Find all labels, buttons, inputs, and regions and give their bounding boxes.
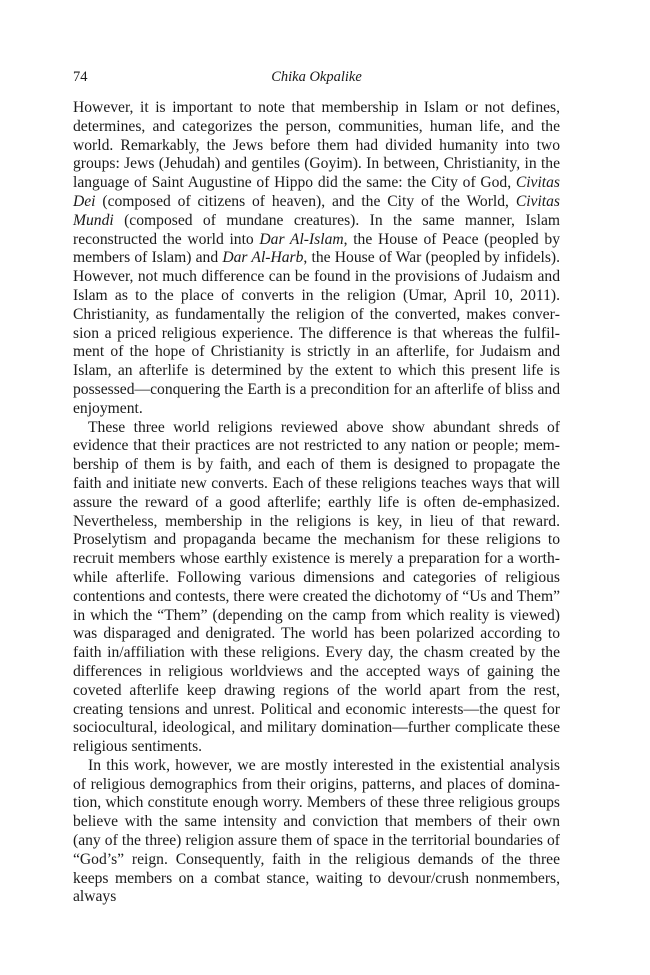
paragraph bbox=[73, 757, 560, 907]
text-run: (composed of mundane creatures). In the same manner, Islam reconstructed the world into bbox=[73, 211, 560, 248]
body-text bbox=[73, 99, 560, 907]
paragraph bbox=[73, 99, 560, 419]
text-run: , the House of Peace (peopled by members of Islam) and bbox=[73, 230, 561, 267]
page-header bbox=[73, 67, 560, 87]
text-run: These three world religions reviewed above show abundant shreds of evidence that their practices are not restricted to any nation or people; membership of them is by faith, and each of them is designed to propagate the faith and initiate new converts. Each of these religions teaches ways that will assure the reward of a good afterlife; earthly life is often de-emphasized. Nevertheless, membership in the religions is key, in lieu of that reward. Proselytism and propaganda became the mechanism for these religions to recruit members whose earthly existence is merely a preparation for a worthwhile afterlife. Following various dimensions and categories of religious contentions and contests, there were created the dichotomy of “Us and Them” in which the “Them” (depending on the camp from which reality is viewed) was disparaged and denigrated. The world has been polarized according to faith in/affiliation with these religions. Every day, the chasm created by the differences in religious worldviews and the accepted ways of gaining the coveted afterlife keep drawing regions of the world apart from the rest, creating tensions and unrest. Political and economic interests—the quest for sociocultural, ideological, and military domination—further complicate these religious sentiments. bbox=[73, 418, 560, 756]
page-number: 74 bbox=[73, 69, 88, 85]
text-run: In this work, however, we are mostly interested in the existential analysis of religious demographics from their origins, patterns, and places of domination, which constitute enough worry. Members of these three religious groups believe with the same intensity and conviction that members of their own (any of the three) religion assure them of space in the territorial boundaries of “God’s” reign. Consequently, faith in the religious demands of the three keeps members on a combat stance, waiting to devour/crush nonmembers, always bbox=[73, 756, 560, 906]
text-run: However, it is important to note that membership in Islam or not defines, determines, and categorizes the person, communities, human life, and the world. Remarkably, the Jews before them had divided humanity into two groups: Jews (Jehudah) and gentiles (Goyim). In between, Christianity, in the language of Saint Augustine of Hippo did the same: the City of God, bbox=[73, 99, 560, 192]
italic-term: Dar Al-Islam bbox=[259, 230, 344, 248]
text-run: (composed of citizens of heaven), and the City of the World, bbox=[95, 192, 516, 210]
italic-term: Civitas Dei bbox=[73, 174, 560, 210]
text-run: , the House of War (peopled by infidels). However, not much difference can be found in the provisions of Judaism and Islam as to the place of converts in the religion (Umar, April 10, 2011). Christianity, as fundamentally the religion of the converted, makes conversion a priced religious experience. The difference is that whereas the fulfilment of the hope of Christianity is strictly in an afterlife, for Judaism and Islam, an afterlife is determined by the extent to which this present life is possessed—conquering the Earth is a precondition for an afterlife of bliss and enjoyment. bbox=[73, 249, 560, 417]
italic-term: Civitas Mundi bbox=[73, 192, 560, 229]
running-head: Chika Okpalike bbox=[271, 69, 362, 85]
paragraph bbox=[73, 419, 560, 757]
italic-term: Dar Al-Harb bbox=[222, 249, 304, 267]
